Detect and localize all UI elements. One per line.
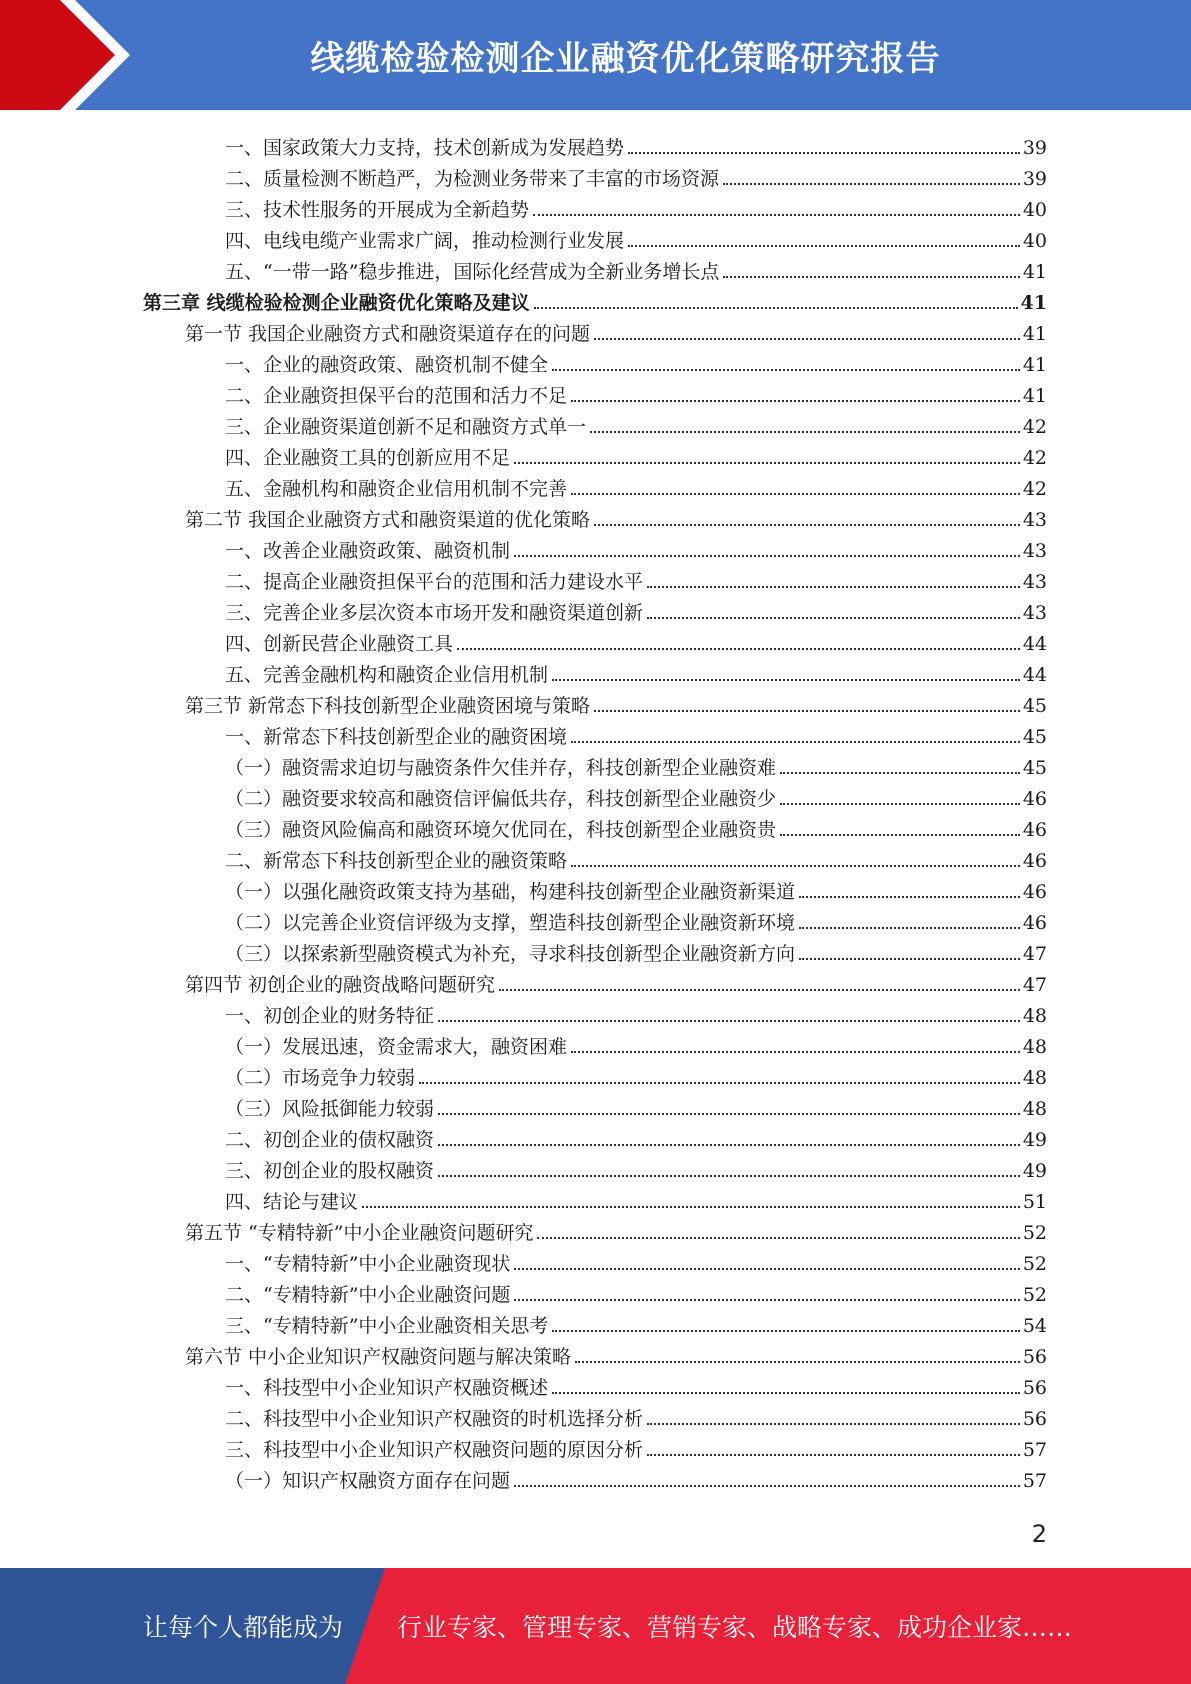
toc-entry[interactable] [225,903,1047,934]
toc-leader-dots [723,183,1020,185]
toc-leader-dots [552,1330,1019,1332]
toc-entry-page: 43 [1022,540,1047,562]
toc-entry[interactable] [225,996,1047,1027]
toc-entry[interactable] [225,159,1047,190]
toc-entry-page: 44 [1022,633,1047,655]
toc-section-entry[interactable] [185,314,1047,345]
toc-entry-page: 45 [1022,726,1047,748]
toc-entry-title: 一、企业的融资政策、融资机制不健全 [225,354,549,376]
toc-leader-dots [571,865,1020,867]
toc-entry-page: 47 [1022,943,1047,965]
toc-entry-page: 41 [1020,292,1047,314]
toc-entry-page: 54 [1022,1315,1047,1337]
toc-entry-page: 40 [1022,199,1047,221]
toc-entry-page: 57 [1022,1439,1047,1461]
toc-entry-page: 52 [1022,1253,1047,1275]
toc-entry-page: 43 [1022,509,1047,531]
toc-entry[interactable] [225,810,1047,841]
toc-entry-title: 四、结论与建议 [225,1191,359,1213]
toc-entry-page: 48 [1022,1005,1047,1027]
toc-entry[interactable] [225,1182,1047,1213]
page-header [0,0,1191,110]
toc-entry-page: 57 [1022,1470,1047,1492]
toc-entry-page: 46 [1022,819,1047,841]
toc-leader-dots [438,1175,1020,1177]
toc-entry[interactable] [225,1399,1047,1430]
toc-leader-dots [780,834,1020,836]
toc-entry-page: 56 [1022,1408,1047,1430]
toc-leader-dots [457,648,1020,650]
toc-leader-dots [647,586,1020,588]
toc-entry-title: 五、“一带一路”稳步推进，国际化经营成为全新业务增长点 [225,261,720,283]
toc-entry-page: 42 [1022,478,1047,500]
toc-entry[interactable] [225,376,1047,407]
toc-entry-title: 第三节 新常态下科技创新型企业融资困境与策略 [185,695,591,717]
toc-entry-page: 46 [1022,881,1047,903]
toc-entry-page: 41 [1022,261,1047,283]
toc-entry-title: 四、电线电缆产业需求广阔，推动检测行业发展 [225,230,625,252]
toc-entry-page: 43 [1022,602,1047,624]
toc-entry-title: （二）以完善企业资信评级为支撑，塑造科技创新型企业融资新环境 [225,912,796,934]
toc-entry-title: 五、金融机构和融资企业信用机制不完善 [225,478,568,500]
page-number: 2 [1031,1520,1047,1548]
toc-entry[interactable] [225,748,1047,779]
toc-entry-title: 第三章 线缆检验检测企业融资优化策略及建议 [143,292,530,314]
toc-entry[interactable] [225,252,1047,283]
toc-leader-dots [438,1020,1020,1022]
toc-leader-dots [537,1237,1019,1239]
footer-slogan-left: 让每个人都能成为 [143,1613,344,1642]
toc-entry-page: 48 [1022,1067,1047,1089]
toc-entry[interactable] [225,1058,1047,1089]
toc-entry[interactable] [225,1244,1047,1275]
toc-entry[interactable] [225,872,1047,903]
toc-entry[interactable] [225,531,1047,562]
toc-entry-title: 二、质量检测不断趋严，为检测业务带来了丰富的市场资源 [225,168,720,190]
toc-leader-dots [571,1051,1020,1053]
toc-leader-dots [514,1268,1019,1270]
toc-entry[interactable] [225,1275,1047,1306]
toc-entry[interactable] [225,1461,1047,1492]
toc-entry-page: 42 [1022,416,1047,438]
toc-leader-dots [438,1144,1020,1146]
toc-leader-dots [499,989,1020,991]
report-title: 线缆检验检测企业融资优化策略研究报告 [310,38,941,79]
toc-entry[interactable] [225,128,1047,159]
toc-entry-page: 41 [1022,385,1047,407]
toc-entry-title: （二）市场竞争力较弱 [225,1067,416,1089]
toc-entry[interactable] [225,779,1047,810]
toc-entry[interactable] [225,655,1047,686]
toc-entry-title: 第五节 “专精特新”中小企业融资问题研究 [185,1222,534,1244]
toc-entry-page: 41 [1022,323,1047,345]
toc-leader-dots [514,555,1020,557]
toc-entry[interactable] [225,469,1047,500]
toc-entry[interactable] [225,1306,1047,1337]
toc-section-entry[interactable] [185,1337,1047,1368]
toc-entry-page: 46 [1022,788,1047,810]
toc-entry-page: 44 [1022,664,1047,686]
toc-entry[interactable] [225,1368,1047,1399]
toc-entry-page: 49 [1022,1129,1047,1151]
toc-entry-title: 第六节 中小企业知识产权融资问题与解决策略 [185,1346,572,1368]
toc-entry-title: 二、“专精特新”中小企业融资问题 [225,1284,511,1306]
toc-leader-dots [647,617,1020,619]
toc-leader-dots [514,1485,1020,1487]
toc-entry[interactable] [225,345,1047,376]
toc-entry[interactable] [225,1027,1047,1058]
toc-entry-title: 第四节 初创企业的融资战略问题研究 [185,974,496,996]
toc-entry-title: （三）以探索新型融资模式为补充，寻求科技创新型企业融资新方向 [225,943,796,965]
toc-leader-dots [723,276,1019,278]
toc-entry-title: 三、企业融资渠道创新不足和融资方式单一 [225,416,587,438]
toc-leader-dots [594,524,1020,526]
toc-leader-dots [514,462,1020,464]
toc-leader-dots [594,710,1020,712]
toc-leader-dots [571,400,1020,402]
toc-entry-title: 三、科技型中小企业知识产权融资问题的原因分析 [225,1439,644,1461]
toc-leader-dots [552,679,1020,681]
toc-entry-title: 一、改善企业融资政策、融资机制 [225,540,511,562]
toc-entry-page: 43 [1022,571,1047,593]
toc-entry-title: （一）融资需求迫切与融资条件欠佳并存，科技创新型企业融资难 [225,757,777,779]
toc-entry-title: （二）融资要求较高和融资信评偏低共存，科技创新型企业融资少 [225,788,777,810]
toc-entry-title: （三）融资风险偏高和融资环境欠优同在，科技创新型企业融资贵 [225,819,777,841]
toc-chapter-entry[interactable] [143,283,1047,314]
toc-section-entry[interactable] [185,1213,1047,1244]
toc-entry[interactable] [225,1120,1047,1151]
toc-leader-dots [647,1454,1020,1456]
toc-entry-page: 56 [1022,1346,1047,1368]
toc-leader-dots [552,1392,1020,1394]
toc-entry-title: 二、企业融资担保平台的范围和活力不足 [225,385,568,407]
toc-entry-page: 39 [1022,137,1047,159]
toc-leader-dots [799,958,1020,960]
toc-entry[interactable] [225,593,1047,624]
toc-entry-page: 52 [1022,1284,1047,1306]
toc-leader-dots [419,1082,1020,1084]
toc-entry[interactable] [225,1151,1047,1182]
toc-entry[interactable] [225,717,1047,748]
toc-entry[interactable] [225,407,1047,438]
toc-entry-title: 一、“专精特新”中小企业融资现状 [225,1253,511,1275]
toc-entry-page: 46 [1022,850,1047,872]
toc-entry-title: 三、完善企业多层次资本市场开发和融资渠道创新 [225,602,644,624]
toc-leader-dots [594,338,1020,340]
toc-entry-title: 三、初创企业的股权融资 [225,1160,435,1182]
toc-entry-title: 一、科技型中小企业知识产权融资概述 [225,1377,549,1399]
toc-entry-title: 第一节 我国企业融资方式和融资渠道存在的问题 [185,323,591,345]
header-arrow-decoration [0,0,160,110]
toc-entry-page: 45 [1022,757,1047,779]
toc-entry[interactable] [225,190,1047,221]
page-footer [0,1568,1191,1684]
toc-entry-title: 四、企业融资工具的创新应用不足 [225,447,511,469]
toc-leader-dots [780,803,1020,805]
toc-entry-title: 三、技术性服务的开展成为全新趋势 [225,199,530,221]
toc-leader-dots [780,772,1020,774]
toc-leader-dots [628,152,1020,154]
toc-leader-dots [534,307,1018,309]
toc-entry[interactable] [225,624,1047,655]
toc-entry-title: （三）风险抵御能力较弱 [225,1098,435,1120]
toc-leader-dots [799,927,1020,929]
toc-entry-title: （一）知识产权融资方面存在问题 [225,1470,511,1492]
toc-entry-page: 40 [1022,230,1047,252]
toc-entry[interactable] [225,1089,1047,1120]
toc-entry[interactable] [225,438,1047,469]
toc-entry[interactable] [225,841,1047,872]
toc-leader-dots [552,369,1020,371]
toc-entry-page: 56 [1022,1377,1047,1399]
toc-entry-page: 52 [1022,1222,1047,1244]
toc-entry-page: 46 [1022,912,1047,934]
toc-entry-page: 47 [1022,974,1047,996]
toc-entry-title: 二、新常态下科技创新型企业的融资策略 [225,850,568,872]
toc-section-entry[interactable] [185,965,1047,996]
toc-section-entry[interactable] [185,686,1047,717]
toc-entry-page: 39 [1022,168,1047,190]
toc-entry[interactable] [225,562,1047,593]
toc-leader-dots [590,431,1020,433]
footer-slogan-right: 行业专家、管理专家、营销专家、战略专家、成功企业家…… [397,1613,1073,1642]
toc-entry-page: 51 [1022,1191,1047,1213]
toc-entry-title: 二、科技型中小企业知识产权融资的时机选择分析 [225,1408,644,1430]
toc-leader-dots [799,896,1020,898]
toc-entry-page: 48 [1022,1098,1047,1120]
toc-entry-title: 四、创新民营企业融资工具 [225,633,454,655]
toc-entry-page: 42 [1022,447,1047,469]
toc-leader-dots [571,741,1020,743]
toc-leader-dots [628,245,1020,247]
toc-leader-dots [575,1361,1020,1363]
toc-entry[interactable] [225,934,1047,965]
toc-entry-title: 一、新常态下科技创新型企业的融资困境 [225,726,568,748]
toc-entry-page: 49 [1022,1160,1047,1182]
toc-entry[interactable] [225,1430,1047,1461]
toc-leader-dots [362,1206,1020,1208]
toc-leader-dots [514,1299,1019,1301]
toc-entry-page: 48 [1022,1036,1047,1058]
toc-entry-title: 三、“专精特新”中小企业融资相关思考 [225,1315,549,1337]
toc-entry[interactable] [225,221,1047,252]
toc-entry-page: 45 [1022,695,1047,717]
toc-entry-title: 二、初创企业的债权融资 [225,1129,435,1151]
toc-entry-title: 第二节 我国企业融资方式和融资渠道的优化策略 [185,509,591,531]
toc-leader-dots [571,493,1020,495]
toc-entry-title: 五、完善金融机构和融资企业信用机制 [225,664,549,686]
toc-section-entry[interactable] [185,500,1047,531]
toc-leader-dots [533,214,1020,216]
toc-entry-title: （一）以强化融资政策支持为基础，构建科技创新型企业融资新渠道 [225,881,796,903]
toc-leader-dots [438,1113,1020,1115]
toc-entry-title: 一、国家政策大力支持，技术创新成为发展趋势 [225,137,625,159]
toc-leader-dots [647,1423,1020,1425]
toc-entry-page: 41 [1022,354,1047,376]
toc-entry-title: 二、提高企业融资担保平台的范围和活力建设水平 [225,571,644,593]
toc-entry-title: （一）发展迅速，资金需求大，融资困难 [225,1036,568,1058]
toc-entry-title: 一、初创企业的财务特征 [225,1005,435,1027]
